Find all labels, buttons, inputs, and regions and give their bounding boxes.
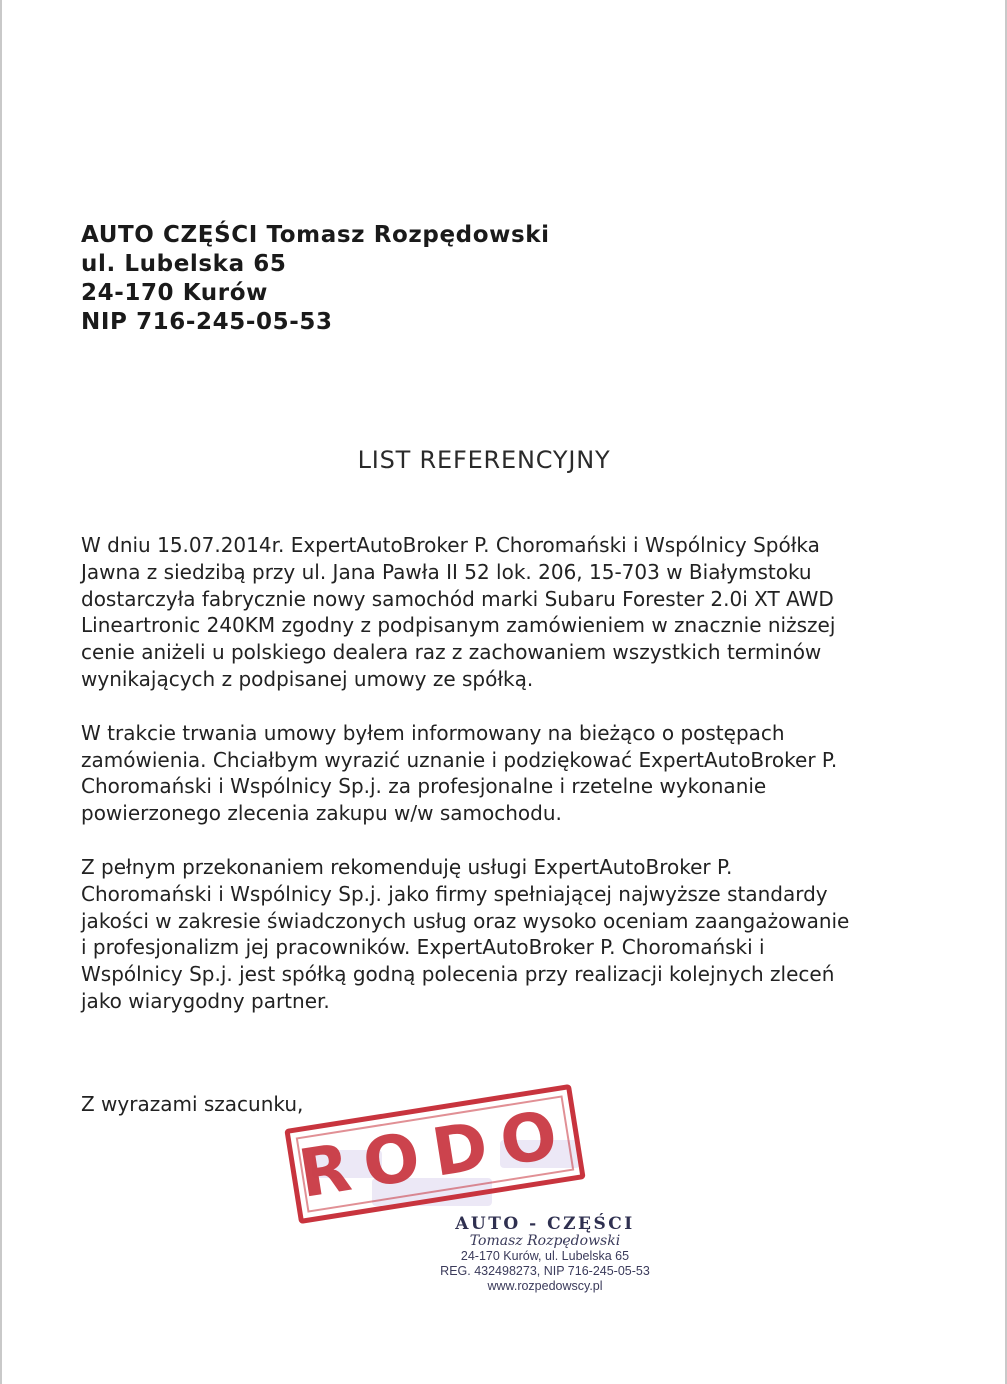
paragraph-line: jako wiarygodny partner. [81, 988, 330, 1013]
company-stamp-website: www.rozpedowscy.pl [487, 1279, 603, 1293]
paragraph-line: Choromański i Wspólnicy Sp.j. za profesjonalne i rzetelne wykonanie [81, 774, 767, 799]
paragraph-line: cenie aniżeli u polskiego dealera raz z zachowaniem wszystkich terminów [81, 640, 822, 665]
closing-salutation: Z wyrazami szacunku, [81, 1092, 304, 1116]
paragraph-line: Jawna z siedzibą przy ul. Jana Pawła II 52 lok. 206, 15-703 w Białymstoku [81, 559, 812, 584]
paragraph-1 [81, 532, 901, 693]
paragraph-line: zamówienia. Chciałbym wyrazić uznanie i podziękować ExpertAutoBroker P. [81, 747, 838, 772]
paragraph-line: Lineartronic 240KM zgodny z podpisanym zamówieniem w znacznie niższej [81, 613, 836, 638]
paragraph-line: Wspólnicy Sp.j. jest spółką godną polecenia przy realizacji kolejnych zleceń [81, 962, 835, 987]
paragraph-line: wynikających z podpisanej umowy ze spółką. [81, 666, 534, 691]
paragraph-line: i profesjonalizm jej pracowników. ExpertAutoBroker P. Choromański i [81, 935, 765, 960]
company-stamp-owner: Tomasz Rozpędowski [469, 1233, 621, 1249]
paragraph-line: jakości w zakresie świadczonych usług oraz wysoko oceniam zaangażowanie [81, 908, 850, 933]
document-title: LIST REFERENCYJNY [357, 446, 611, 474]
paragraph-line: powierzonego zlecenia zakupu w/w samochodu. [81, 801, 562, 826]
letter-body [81, 532, 901, 1042]
company-stamp-address: 24-170 Kurów, ul. Lubelska 65 [460, 1249, 630, 1263]
paragraph-line: Z pełnym przekonaniem rekomenduję usługi ExpertAutoBroker P. [81, 854, 733, 879]
paragraph-3 [81, 854, 901, 1015]
paragraph-line: dostarczyła fabrycznie nowy samochód marki Subaru Forester 2.0i XT AWD [81, 586, 834, 611]
paragraph-line: Choromański i Wspólnicy Sp.j. jako firmy spełniającej najwyższe standardy [81, 881, 828, 906]
paragraph-line: W trakcie trwania umowy byłem informowany na bieżąco o postępach [81, 720, 785, 745]
paragraph-2 [81, 720, 901, 827]
rodo-stamp-text: RODO [293, 1094, 577, 1213]
company-stamp-name: AUTO - CZĘŚCI [455, 1214, 635, 1234]
sender-street: ul. Lubelska 65 [81, 251, 287, 277]
company-stamp-registry: REG. 432498273, NIP 716-245-05-53 [440, 1264, 650, 1278]
sender-company-name: AUTO CZĘŚCI Tomasz Rozpędowski [81, 222, 550, 248]
company-stamp [420, 1214, 670, 1294]
sender-address-block [81, 221, 550, 337]
scan-edge-left [0, 0, 2, 1384]
sender-nip: NIP 716-245-05-53 [81, 309, 333, 335]
paragraph-line: W dniu 15.07.2014r. ExpertAutoBroker P. Choromański i Wspólnicy Spółka [81, 533, 820, 557]
sender-city: 24-170 Kurów [81, 280, 268, 306]
